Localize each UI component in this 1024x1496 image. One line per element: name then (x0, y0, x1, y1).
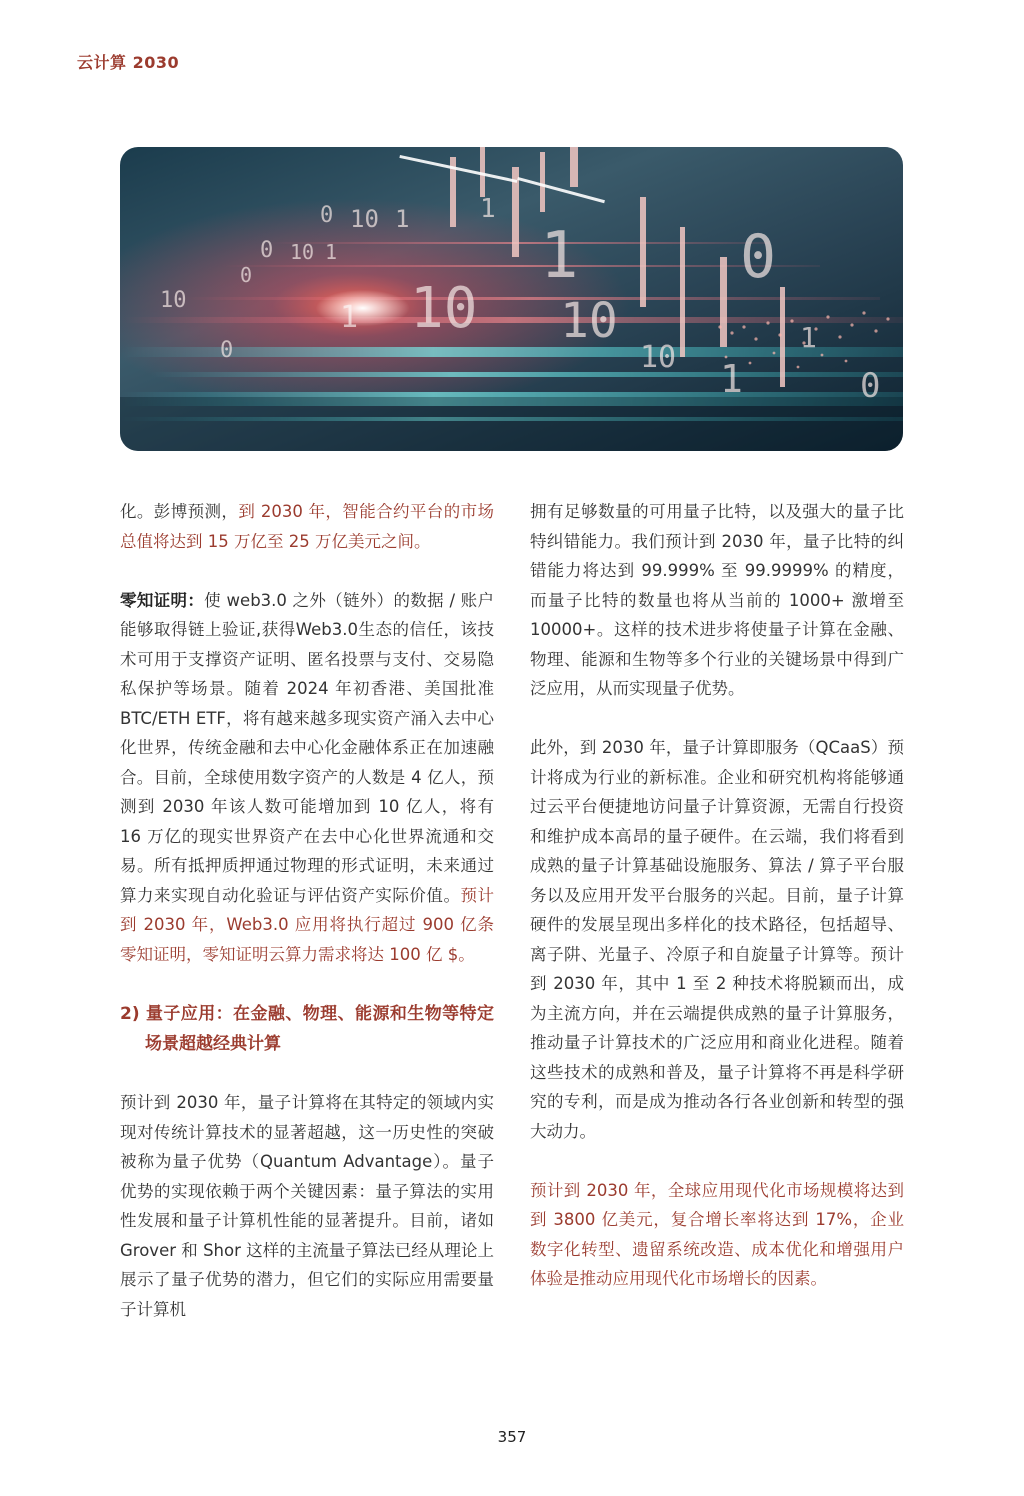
hero-image (120, 147, 903, 451)
left-column (120, 497, 494, 1324)
term-label: 零知证明： (120, 590, 205, 610)
paragraph-zero-knowledge (120, 586, 494, 970)
paragraph-text: 化。彭博预测， (120, 502, 239, 521)
page-number: 357 (497, 1428, 527, 1446)
paragraph-smart-contract (120, 497, 494, 556)
paragraph-text: 使 web3.0 之外（链外）的数据 / 账户能够取得链上验证,获得Web3.0生态的信任，该技术可用于支撑资产证明、匿名投票与支付、交易隐私保护等场景。随着 2024 年初香港、美国批准 BTC/ETH ETF，将有越来越多现实资产涌入去中心化世界，传统金融和去中心化金融体系正在加速融合。目前，全球使用数字资产的人数是 4 亿人，预测到 2030 年该人数可能增加到 10 亿人，将有 16 万亿的现实世界资产在去中心化世界流通和交易。所有抵押质押通过物理的形式证明，未来通过算力来实现自动化验证与评估资产实际价值。 (120, 590, 495, 905)
paragraph-quantum: 预计到 2030 年，量子计算将在其特定的领域内实现对传统计算技术的显著超越，这一历史性的突破被称为量子优势（Quantum Advantage）。量子优势的实现依赖于两个关键因素：量子算法的实用性发展和量子计算机性能的显著提升。目前，诸如 Grover 和 Shor 这样的主流量子算法已经从理论上展示了量子优势的潜力，但它们的实际应用需要量子计算机 (120, 1093, 494, 1319)
paragraph-app-modernization: 预计到 2030 年，全球应用现代化市场规模将达到到 3800 亿美元，复合增长率将达到 17%，企业数字化转型、遗留系统改造、成本优化和增强用户体验是推动应用现代化市场增长的因素。 (530, 1180, 904, 1288)
running-header: 云计算 2030 (77, 53, 180, 72)
paragraph-qubits: 拥有足够数量的可用量子比特，以及强大的量子比特纠错能力。我们预计到 2030 年，量子比特的纠错能力将达到 99.999% 至 99.9999% 的精度，而量子比特的数量也将从当前的 1000+ 激增至 10000+。这样的技术进步将使量子计算在金融、物理、能源和生物等多个行业的关键场景中得到广泛应用，从而实现量子优势。 (530, 502, 904, 698)
paragraph-qcaas: 此外，到 2030 年，量子计算即服务（QCaaS）预计将成为行业的新标准。企业和研究机构将能够通过云平台便捷地访问量子计算资源，无需自行投资和维护成本高昂的量子硬件。在云端，我们将看到成熟的量子计算基础设施服务、算法 / 算子平台服务以及应用开发平台服务的兴起。目前，量子计算硬件的发展呈现出多样化的技术路径，包括超导、离子阱、光量子、冷原子和自旋量子计算等。预计到 2030 年，其中 1 至 2 种技术将脱颖而出，成为主流方向，并在云端提供成熟的量子计算服务，推动量子计算技术的广泛应用和商业化进程。随着这些技术的成熟和普及，量子计算将不再是科学研究的专利，而是成为推动各行各业创新和转型的强大动力。 (530, 738, 904, 1141)
highlight-text: 预计到 2030 年，Web3.0 应用将执行超过 900 亿条零知证明，零知证明云算力需求将达 100 亿 $。 (120, 885, 495, 964)
section-heading: 2) 量子应用：在金融、物理、能源和生物等特定场景超越经典计算 (120, 1003, 494, 1054)
highlight-text: 到 2030 年，智能合约平台的市场总值将达到 15 万亿至 25 万亿美元之间。 (120, 502, 495, 551)
right-column (530, 497, 904, 1294)
